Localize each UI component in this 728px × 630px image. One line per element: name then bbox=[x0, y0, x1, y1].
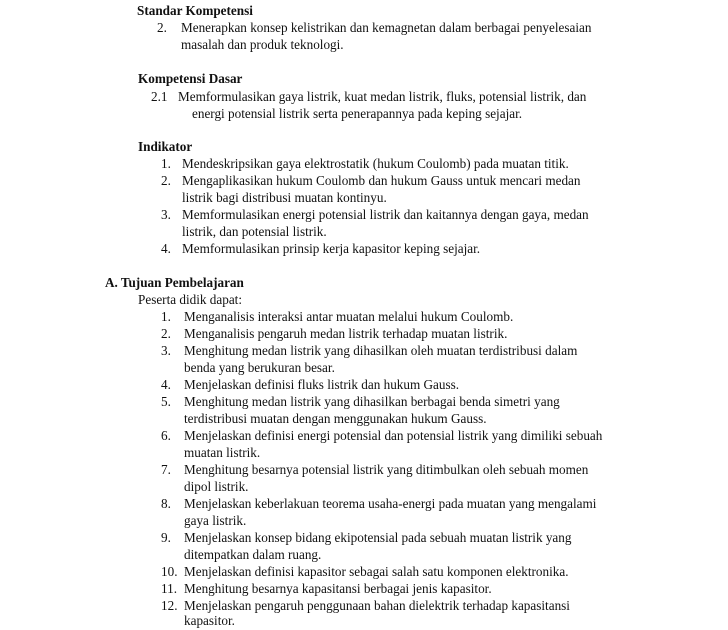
tujuan-item-num: 2. bbox=[161, 326, 171, 341]
tujuan-item-num: 3. bbox=[161, 343, 171, 358]
tujuan-item-text-cont: ditempatkan dalam ruang. bbox=[184, 547, 322, 562]
tujuan-item-text: Menganalisis interaksi antar muatan melalui hukum Coulomb. bbox=[184, 309, 514, 324]
tujuan-item-num: 9. bbox=[161, 530, 171, 545]
tujuan-item-text: Menjelaskan definisi kapasitor sebagai salah satu komponen elektronika. bbox=[184, 564, 569, 579]
indikator-item-num: 4. bbox=[161, 241, 171, 256]
tujuan-item-text: Menjelaskan pengaruh penggunaan bahan dielektrik terhadap kapasitansi bbox=[184, 598, 570, 613]
indikator-item-text: Mendeskripsikan gaya elektrostatik (hukum Coulomb) pada muatan titik. bbox=[182, 156, 569, 171]
tujuan-item-num: 12. bbox=[161, 598, 178, 613]
indikator-item-text: Memformulasikan prinsip kerja kapasitor keping sejajar. bbox=[182, 241, 481, 256]
tujuan-item-num: 10. bbox=[161, 564, 178, 579]
tujuan-item-text: Menjelaskan keberlakuan teorema usaha-energi pada muatan yang mengalami bbox=[184, 496, 597, 511]
indikator-item-num: 2. bbox=[161, 173, 171, 188]
tujuan-item-text: Menjelaskan konsep bidang ekipotensial pada sebuah muatan listrik yang bbox=[184, 530, 572, 545]
tujuan-item-text-cont: benda yang berukuran besar. bbox=[184, 360, 335, 375]
indikator-heading: Indikator bbox=[138, 139, 193, 154]
tujuan-item-text: Menghitung besarnya potensial listrik yang ditimbulkan oleh sebuah momen bbox=[184, 462, 589, 477]
tujuan-item-text: Menjelaskan definisi energi potensial dan potensial listrik yang dimiliki sebuah bbox=[184, 428, 603, 443]
tujuan-item-num: 7. bbox=[161, 462, 171, 477]
indikator-item-num: 1. bbox=[161, 156, 171, 171]
tujuan-item-num: 4. bbox=[161, 377, 171, 392]
indikator-item-text-cont: listrik bagi distribusi muatan kontinyu. bbox=[182, 190, 387, 205]
standar-kompetensi-heading: Standar Kompetensi bbox=[137, 3, 253, 18]
tujuan-heading: A. Tujuan Pembelajaran bbox=[105, 275, 244, 290]
tujuan-item-text: Menganalisis pengaruh medan listrik terhadap muatan listrik. bbox=[184, 326, 508, 341]
tujuan-item-text: Menjelaskan definisi fluks listrik dan hukum Gauss. bbox=[184, 377, 460, 392]
tujuan-item-text: Menghitung besarnya kapasitansi berbagai jenis kapasitor. bbox=[184, 581, 492, 596]
kompetensi-dasar-heading: Kompetensi Dasar bbox=[138, 71, 243, 86]
tujuan-item-num: 1. bbox=[161, 309, 171, 324]
tujuan-item-num: 6. bbox=[161, 428, 171, 443]
kd-item-text-cont: energi potensial listrik serta penerapannya pada keping sejajar. bbox=[192, 106, 523, 121]
sk-item-text-cont: masalah dan produk teknologi. bbox=[181, 37, 344, 52]
indikator-item-text: Memformulasikan energi potensial listrik dan kaitannya dengan gaya, medan bbox=[182, 207, 589, 222]
tujuan-item-text-cont: gaya listrik. bbox=[184, 513, 247, 528]
sk-item-text: Menerapkan konsep kelistrikan dan kemagnetan dalam berbagai penyelesaian bbox=[181, 20, 592, 35]
tujuan-item-num: 8. bbox=[161, 496, 171, 511]
tujuan-item-text-cont: terdistribusi muatan dengan menggunakan hukum Gauss. bbox=[184, 411, 487, 426]
tujuan-item-text: Menghitung medan listrik yang dihasilkan oleh muatan terdistribusi dalam bbox=[184, 343, 578, 358]
indikator-item-text-cont: listrik, dan potensial listrik. bbox=[182, 224, 327, 239]
kd-item-num: 2.1 bbox=[151, 89, 168, 104]
tujuan-item-text-cont: muatan listrik. bbox=[184, 445, 261, 460]
sk-item-num: 2. bbox=[157, 20, 167, 35]
tujuan-item-num: 5. bbox=[161, 394, 171, 409]
indikator-item-text: Mengaplikasikan hukum Coulomb dan hukum Gauss untuk mencari medan bbox=[182, 173, 581, 188]
tujuan-item-text-cont: dipol listrik. bbox=[184, 479, 249, 494]
tujuan-intro: Peserta didik dapat: bbox=[138, 292, 243, 307]
kd-item-text: Memformulasikan gaya listrik, kuat medan listrik, fluks, potensial listrik, dan bbox=[178, 89, 587, 104]
indikator-item-num: 3. bbox=[161, 207, 171, 222]
tujuan-item-text-cont: kapasitor. bbox=[184, 613, 235, 628]
tujuan-item-text: Menghitung medan listrik yang dihasilkan berbagai benda simetri yang bbox=[184, 394, 560, 409]
tujuan-item-num: 11. bbox=[161, 581, 177, 596]
